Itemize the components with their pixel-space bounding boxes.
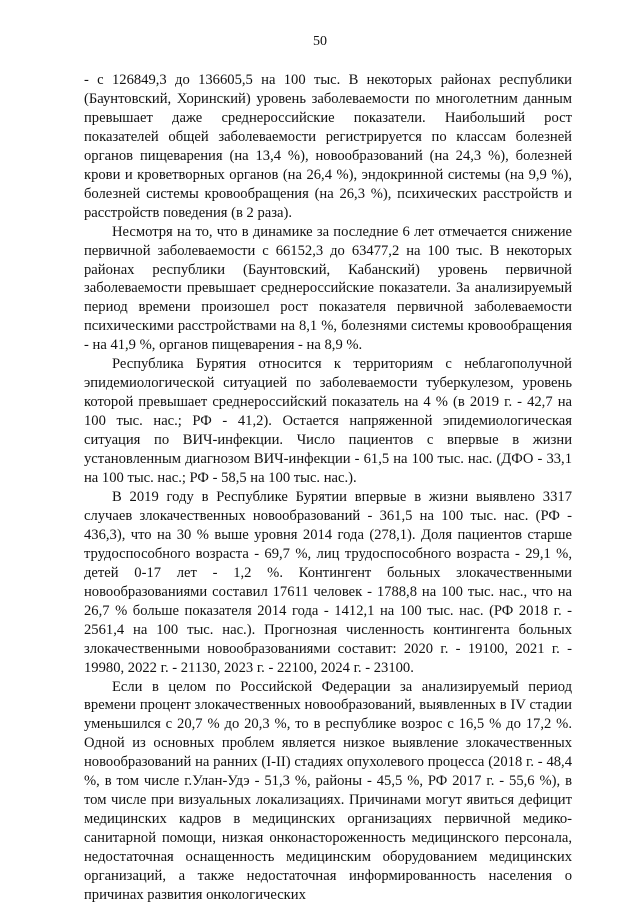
document-body: [84, 71, 572, 905]
paragraph-tuberculosis-hiv: Республика Бурятия относится к территориям с неблагополучной эпидемиологической ситуацией по заболеваемости туберкулезом, уровень которой превышает среднероссийский показатель на 4 % (в 2019 г. - 42,7 на 100 тыс. нас.; РФ - 41,2). Остается напряженной эпидемиологическая ситуация по ВИЧ-инфекции. Число пациентов с впервые в жизни установленным диагнозом ВИЧ-инфекции - 61,5 на 100 тыс. нас. (ДФО - 33,1 на 100 тыс. нас.; РФ - 58,5 на 100 тыс. нас.).: [84, 356, 572, 487]
paragraph-primary-morbidity: Несмотря на то, что в динамике за последние 6 лет отмечается снижение первичной заболеваемости с 66152,3 до 63477,2 на 100 тыс. В некоторых районах республики (Баунтовский, Кабанский) уровень первичной заболеваемости превышает среднероссийские показатели. За анализируемый период времени произошел рост показателя первичной заболеваемости психическими расстройствами на 8,1 %, болезнями системы кровообращения - на 41,9 %, органов пищеварения - на 8,9 %.: [84, 223, 572, 354]
paragraph-cancer-stages: Если в целом по Российской Федерации за анализируемый период времени процент злокачественных новообразований, выявленных в IV стадии уменьшился с 20,7 % до 20,3 %, то в республике возрос с 16,5 % до 17,2 %. Одной из основных проблем является низкое выявление злокачественных новообразований на ранних (I-II) стадиях опухолевого процесса (2018 г. - 48,4 %, в том числе г.Улан-Удэ - 51,3 %, районы - 45,5 %, РФ 2017 г. - 55,6 %), в том числе при визуальных локализациях. Причинами могут явиться дефицит медицинских кадров в медицинских организациях первичной медико-санитарной помощи, низкая онконастороженность медицинского персонала, недостаточная оснащенность медицинским оборудованием медицинских организаций, а также недостаточная информированность населения о причинах развития онкологических: [84, 678, 572, 903]
paragraph-cancer-2019: В 2019 году в Республике Бурятии впервые в жизни выявлено 3317 случаев злокачественных новообразований - 361,5 на 100 тыс. нас. (РФ - 436,3), что на 30 % выше уровня 2014 года (278,1). Доля пациентов старше трудоспособного возраста - 69,7 %, лиц трудоспособного возраста - 29,1 %, детей 0-17 лет - 1,2 %. Контингент больных злокачественными новообразованиями составил 17611 человек - 1788,8 на 100 тыс. нас., что на 26,7 % больше показателя 2014 года - 1412,1 на 100 тыс. нас. (РФ 2018 г. - 2561,4 на 100 тыс. нас.). Прогнозная численность контингента больных злокачественными новообразованиями составит: 2020 г. - 19100, 2021 г. - 19980, 2022 г. - 21130, 2023 г. - 22100, 2024 г. - 23100.: [84, 488, 572, 676]
page-number: 50: [313, 34, 327, 49]
paragraph-morbidity-growth: - с 126849,3 до 136605,5 на 100 тыс. В некоторых районах республики (Баунтовский, Хоринский) уровень заболеваемости по многолетним данным превышает даже среднероссийские показатели. Наибольший рост показателей общей заболеваемости регистрируется по классам болезней органов пищеварения (на 13,4 %), новообразований (на 24,3 %), болезней крови и кроветворных органов (на 26,4 %), эндокринной системы (на 9,9 %), болезней системы кровообращения (на 26,3 %), психических расстройств и расстройств поведения (в 2 раза).: [84, 72, 572, 221]
